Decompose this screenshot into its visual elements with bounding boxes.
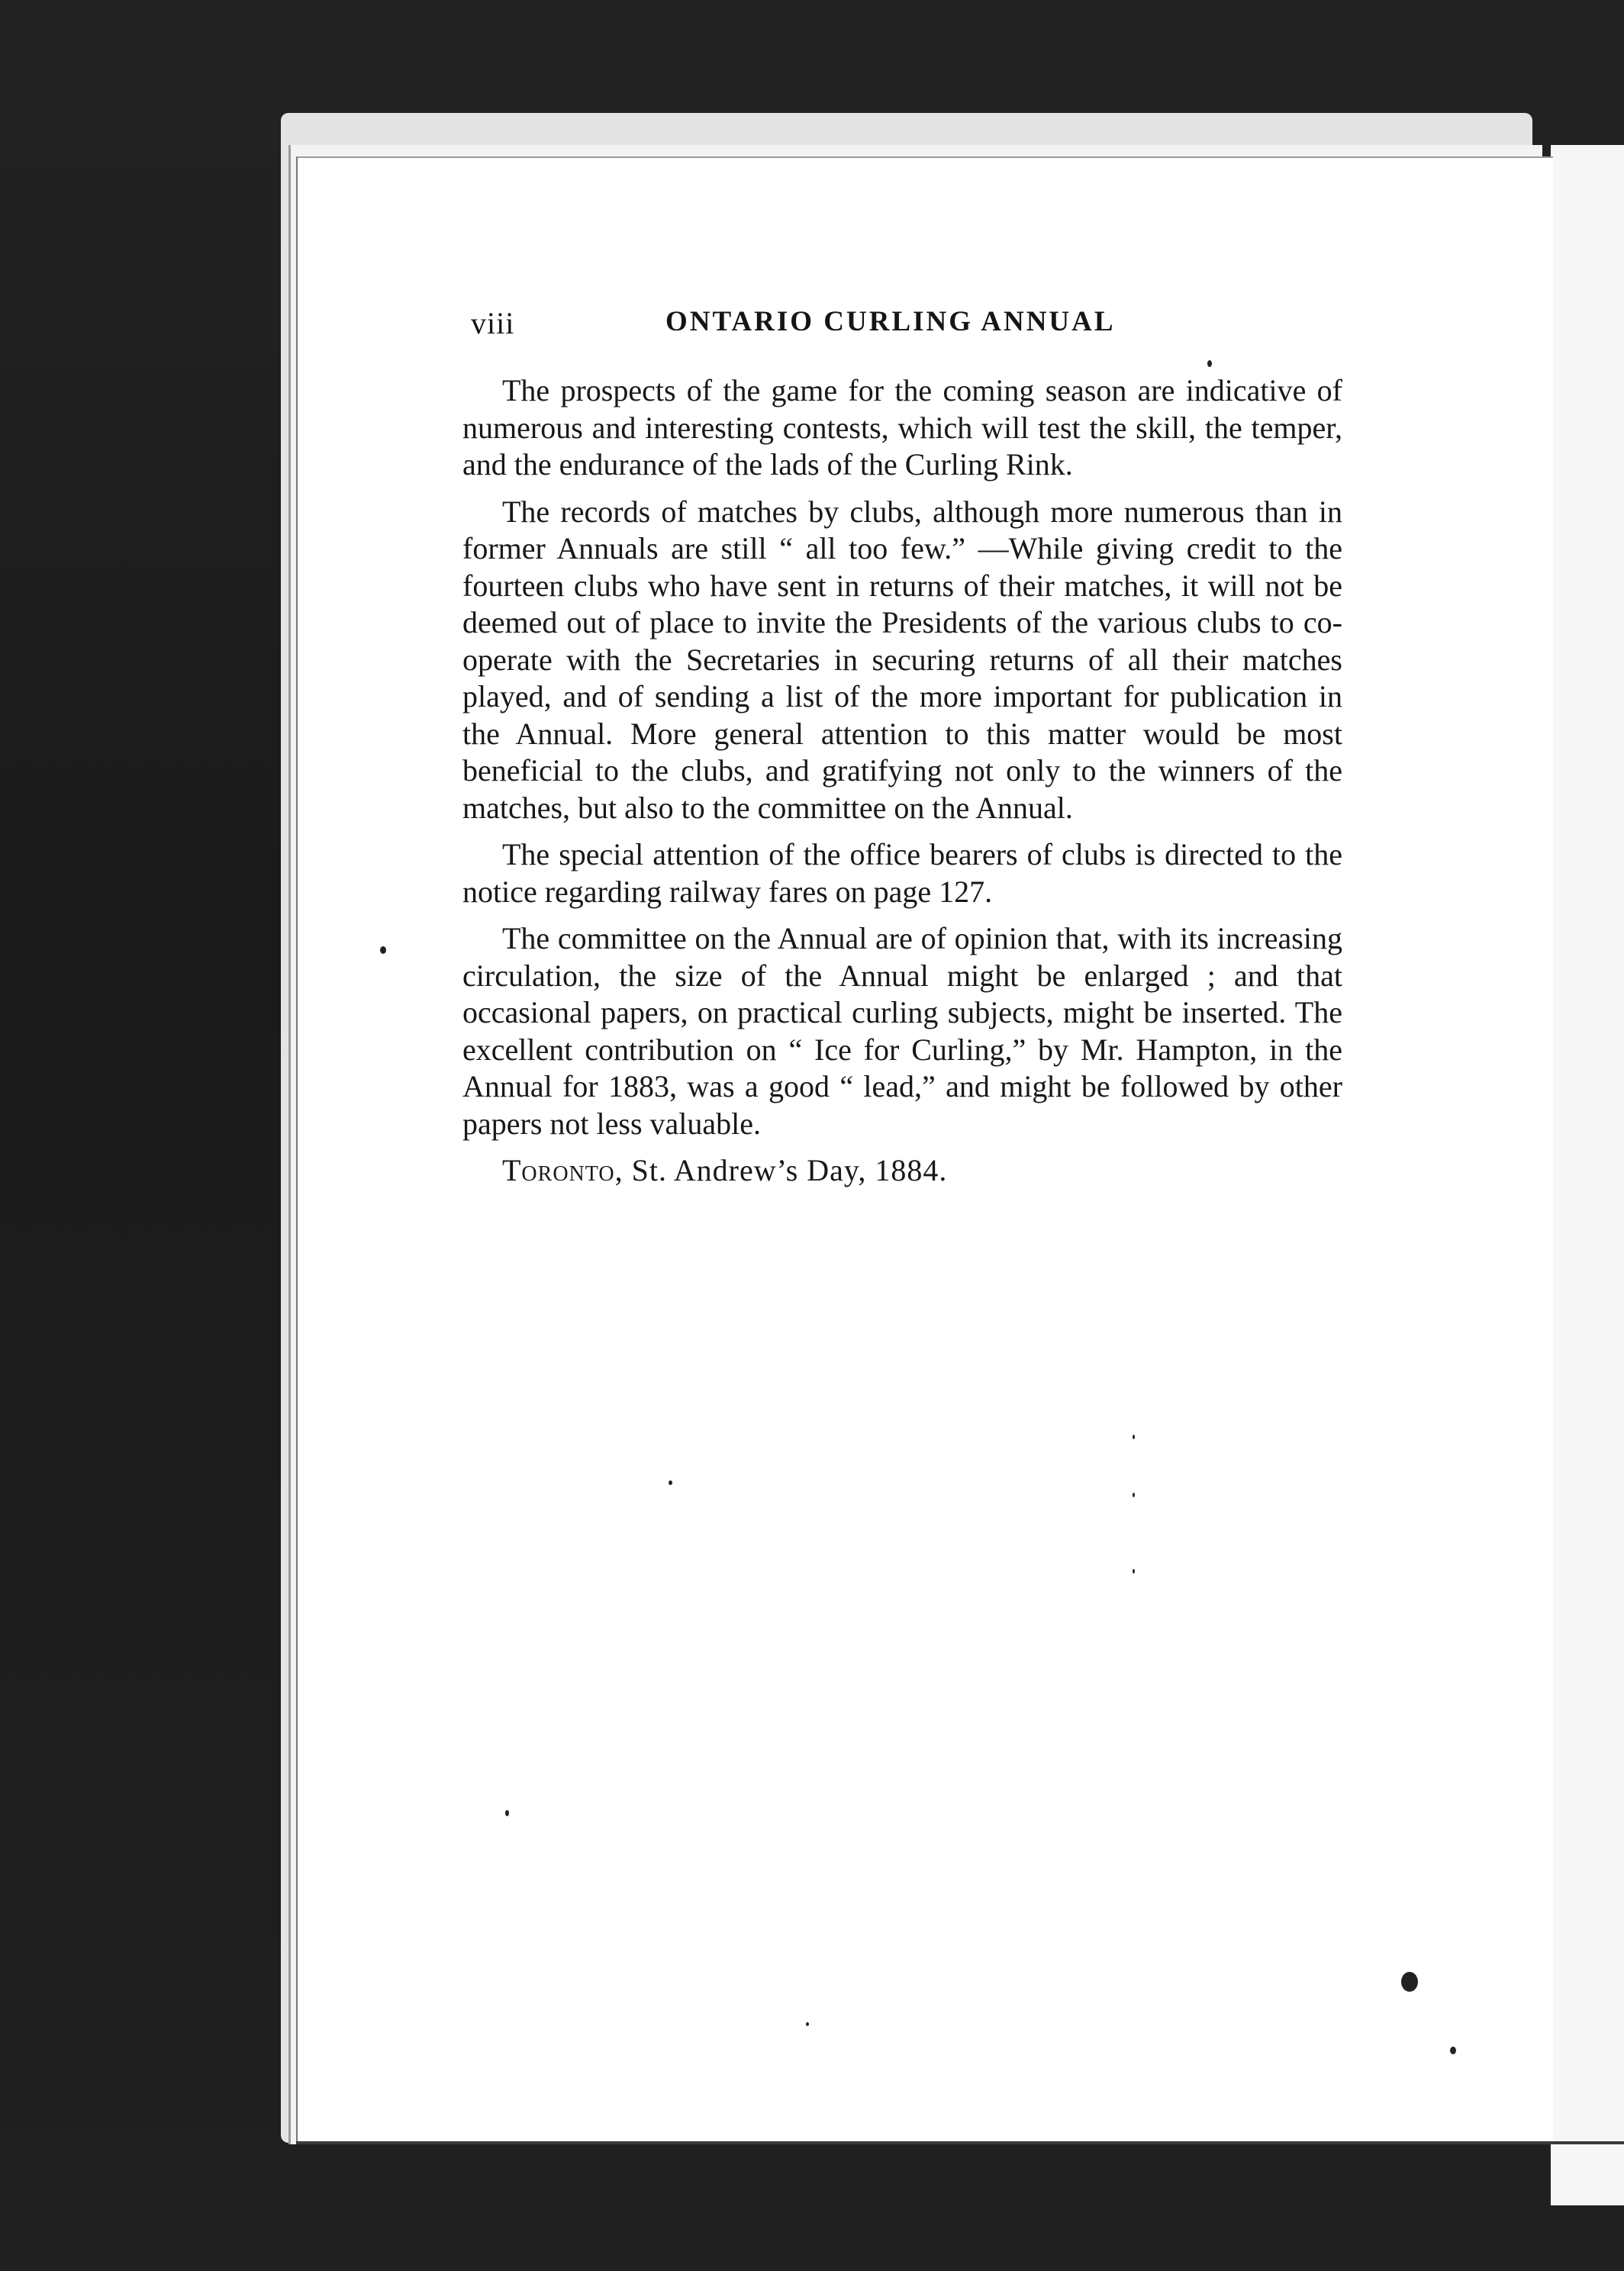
signature-place: Toronto,: [502, 1153, 624, 1187]
signature-date: St. Andrew’s Day, 1884.: [623, 1153, 948, 1187]
page-number: viii: [471, 306, 515, 340]
running-head: ONTARIO CURLING ANNUAL: [665, 306, 1116, 337]
body-text: [462, 372, 1342, 1190]
dust-speck: [669, 1480, 672, 1485]
dust-speck: [380, 946, 386, 954]
page-bottom-edge: [296, 2141, 1624, 2144]
dust-speck: [806, 2022, 809, 2026]
dust-speck: [1133, 1569, 1135, 1574]
dust-speck: [1207, 360, 1212, 367]
paragraph-committee: The committee on the Annual are of opinion that, with its increasing circulation, the size of the Annual might be enlarged ; and that occasional papers, on practical curling subjects, might be inserted. The excellent contribution on “ Ice for Curling,” by Mr. Hampton, in the Annual for 1883, was a good “ lead,” and might be followed by other papers not less valuable.: [462, 921, 1342, 1141]
page-header: [471, 305, 1333, 351]
ink-blot: [1401, 1972, 1418, 1992]
signature-line: [462, 1152, 1342, 1190]
dust-speck: [1133, 1435, 1135, 1439]
dust-speck: [1450, 2047, 1456, 2054]
paragraph-prospects: The prospects of the game for the coming season are indicative of numerous and interesting contests, which will test the skill, the temper, and the endurance of the lads of the Curling Rink.: [462, 373, 1342, 482]
facing-page-edge: [1548, 145, 1624, 2205]
paragraph-special-attention: The special attention of the office bearers of clubs is directed to the notice regarding railway fares on page 127.: [462, 837, 1342, 909]
paragraph-records: The records of matches by clubs, although more numerous than in former Annuals are still “ all too few.” —While giving credit to the fourteen clubs who have sent in returns of their matches, it will not be deemed out of place to invite the Presidents of the various clubs to co-operate with the Secretaries in securing returns of all their matches played, and of sending a list of the more important for publication in the Annual. More general attention to this matter would be most beneficial to the clubs, and gratifying not only to the winners of the matches, but also to the committee on the Annual.: [462, 494, 1342, 825]
dust-speck: [1133, 1493, 1135, 1497]
dust-speck: [505, 1810, 509, 1816]
